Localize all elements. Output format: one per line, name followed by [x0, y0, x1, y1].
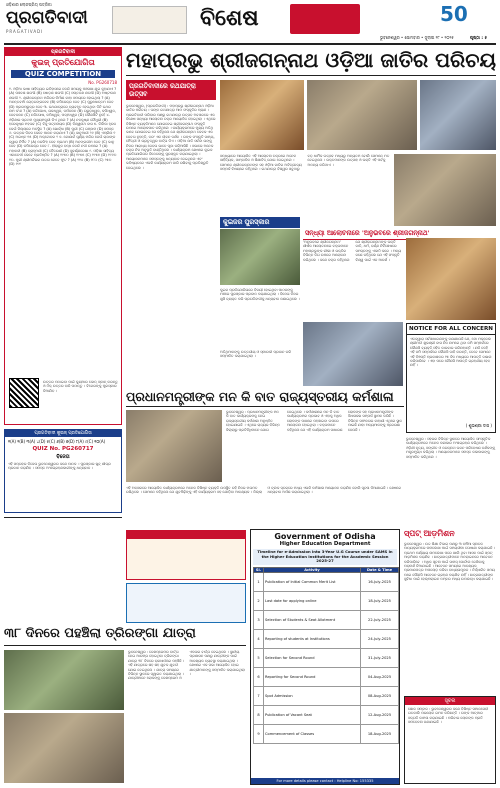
notice-title: NOTICE FOR ALL CONCERN: [407, 324, 495, 335]
photo-tiranga-group: [4, 713, 124, 783]
pm-rule: [126, 406, 404, 407]
govt-ad-col-sl: Sl.: [254, 567, 264, 572]
quiz-title-odia: କୁଇଜ୍ ପ୍ରତିଯୋଗିତା: [31, 58, 95, 67]
govt-ad-footer: For more details please contact : Helpline No: 155335: [251, 778, 399, 784]
tiranga-rule: [4, 645, 246, 646]
date-line: ଭୁବନେଶ୍ୱର • ସୋମବାର • ଜୁଲାଇ ୨୮ • ୨୦୨୫: [380, 35, 454, 40]
cell-sl: 4: [254, 629, 264, 648]
pm-headline: ପ୍ରଧାନମନ୍ତ୍ରୀଙ୍କ ମନ କି ବାତ ରାଜ୍ୟସ୍ତରୀୟ କର୍ମଶାଳା: [126, 389, 394, 404]
cell-sl: 7: [254, 686, 264, 705]
cell-date: 24-July-2025: [361, 629, 399, 648]
photo-discussion-panel: [406, 238, 496, 320]
cell-activity: Selection for Second Round: [264, 648, 361, 667]
cell-date: 18-Aug-2025: [361, 724, 399, 743]
notice-box: [406, 323, 496, 433]
cell-activity: Selection of Students & Seat Allotment: [264, 610, 361, 629]
cell-sl: 6: [254, 667, 264, 686]
table-row: [254, 629, 399, 648]
table-row: [254, 705, 399, 724]
cell-date: 18-July-2025: [361, 591, 399, 610]
masthead-small-line: ଓଡ଼ିଶାର ଲୋକପ୍ରିୟ ପତ୍ରିକା: [6, 2, 52, 7]
photo-pm-workshop: [126, 410, 222, 482]
table-row: [254, 724, 399, 743]
cell-activity: Spot Admission: [264, 686, 361, 705]
table-row: [254, 572, 399, 591]
cell-sl: 8: [254, 705, 264, 724]
logo-subtitle: PRAGATIVADI: [6, 29, 44, 34]
notice-text: ଏତଦ୍ୱାରା ସର୍ବସାଧାରଣଙ୍କୁ ଜଣାଯାଉଛି ଯେ, ମୋ ମକ୍କେଲ ଶ୍ରୀମତୀ ଶୁଭଶ୍ରୀ ଦାସ ନିଜ ନାମରେ ଥିବା ଜମି ସମ୍ପର୍କରେ କୌଣସି ବ୍ୟକ୍ତି ସହିତ କାରବାର କରିନାହାନ୍ତି । ଯଦି କେହି ଏହି ଜମି ସମ୍ପର୍କରେ କୌଣସି ଦାବି କରନ୍ତି, ତେବେ ସେମାନେ ଏହି ବିଜ୍ଞପ୍ତି ପ୍ରକାଶନର ୧୫ ଦିନ ମଧ୍ୟରେ ଆପତ୍ତି ଦାଖଲ କରିପାରିବେ । ଏହା ପରେ କୌଣସି ଆପତ୍ତି ଗ୍ରହଣୀୟ ହେବ ନାହିଁ ।: [410, 337, 492, 368]
govt-ad-col-activity: Activity: [264, 567, 361, 572]
tiranga-text: ଭୁବନେଶ୍ୱର : ଦେଶପ୍ରେମର ବାର୍ତ୍ତା ନେଇ ଆରମ୍ଭ ହୋଇଥିବା ତ୍ରିରଙ୍ଗା ଯାତ୍ରା ୩୮ ଦିନରେ ରାଜଧାନୀରେ ପହଞ୍ଚିଛି । ଏହି ଯାତ୍ରାରେ ଶହ ଶହ ଯୁବକ ଯୁବତୀ ଯୋଗ ଦେଇଥିଲେ । ଯାତ୍ରା ସମୟରେ ବିଭିନ୍ନ ସ୍ଥାନରେ ସ୍ୱାଗତ କରାଯାଇଥିଲା । ଯାତ୍ରୀମାନେ ଲୋକଙ୍କୁ ଦେଶପ୍ରେମ ଓ ଏକତାର ବାର୍ତ୍ତା ଦେଇଥିଲେ । ସ୍ଥାନୀୟ ପ୍ରଶାସନ ପକ୍ଷରୁ ଯାତ୍ରୀଙ୍କ ପାଇଁ ଆବଶ୍ୟକ ବ୍ୟବସ୍ଥା କରାଯାଇଥିଲା । ଶେଷରେ ଏକ ସଭା ଆୟୋଜିତ ହୋଇ ଯାତ୍ରୀମାନଙ୍କୁ ସମ୍ମାନିତ କରାଯାଇଥିଲା ।: [128, 650, 245, 681]
photo-guests-top-right: [420, 80, 496, 150]
tiranga-top-rule: [4, 517, 122, 518]
quiz-winner-label: ବିଜେତା: [56, 454, 70, 460]
masthead-rule: [4, 43, 496, 45]
quiz-panel: [4, 47, 122, 425]
table-row: [254, 686, 399, 705]
quiz-title-en: QUIZ COMPETITION: [11, 70, 115, 78]
quiz-questions: ୧. ଓଡ଼ିଆ ଭାଷା ସାହିତ୍ୟର ଇତିହାସରେ କେଉଁ ସମୟକୁ ପଞ୍ଚସଖା ଯୁଗ କୁହାଯାଏ ? (A) ପଞ୍ଚଦଶ ଶତାବ୍ଦୀ (B) ଷୋଡ଼ଶ ଶତାବ୍ଦୀ (C) ସପ୍ତଦଶ ଶତାବ୍ଦୀ (D) ଅଷ୍ଟାଦଶ ଶତାବ୍ଦୀ ୨. ଶ୍ରୀଜଗନ୍ନାଥ ମନ୍ଦିରର ନିର୍ମାଣ କାହା ସମୟରେ ହୋଇଥିଲା ? (A) ଅନନ୍ତବର୍ମା ଚୋଡ଼ଗଙ୍ଗଦେବ (B) କପିଳେନ୍ଦ୍ର ଦେବ (C) ପୁରୁଷୋତ୍ତମ ଦେବ (D) ପ୍ରତାପରୁଦ୍ର ଦେବ ୩. ରଥଯାତ୍ରାରେ ବ୍ୟବହୃତ ହେଉଥିବା ତିନି ରଥର ନାମ କ'ଣ ? (A) ନନ୍ଦିଘୋଷ, ତାଳଧ୍ୱଜ, ଦର୍ପଦଳନ (B) ଗରୁଡ଼ଧ୍ୱଜ, କପିଧ୍ୱଜ, ଦେବଦଳନ (C) ନନ୍ଦିଘୋଷ, କପିଧ୍ୱଜ, ପଦ୍ମଧ୍ୱଜ (D) କୌଣସିଟି ନୁହେଁ ୪. ଓଡ଼ିଶାର ପ୍ରଥମ ମୁଖ୍ୟମନ୍ତ୍ରୀ କିଏ ଥିଲେ ? (A) ନବକୃଷ୍ଣ ଚୌଧୁରୀ (B) ହରେକୃଷ୍ଣ ମହତାବ (C) ବିଜୁ ପଟ୍ଟନାୟକ (D) ବିଶ୍ୱନାଥ ଦାସ ୫. ଚିଲିକା ହ୍ରଦ କେଉଁ ଜିଲ୍ଲାରେ ଅବସ୍ଥିତ ? (A) ଖୋର୍ଦ୍ଧା (B) ପୁରୀ (C) ଗଞ୍ଜାମ (D) ସମସ୍ତ ୬. ଉତ୍କଳ ଦିବସ କେବେ ପାଳନ କରାଯାଏ ? (A) ଜାନୁଆରୀ ୨୬ (B) ଏପ୍ରିଲ ୧ (C) ଅଗଷ୍ଟ ୧୫ (D) ଅକ୍ଟୋବର ୨ ୭. କୋଣାର୍କ ସୂର୍ଯ୍ୟ ମନ୍ଦିର କେଉଁ ରାଜାଙ୍କ ଦ୍ୱାରା ନିର୍ମିତ ? (A) ନରସିଂହ ଦେବ ପ୍ରଥମ (B) ଅନଙ୍ଗଭୀମ ଦେବ (C) ଭାନୁ ଦେବ (D) କପିଳେନ୍ଦ୍ର ଦେବ ୮. ହୀରାକୁଦ ବନ୍ଧ କେଉଁ ନଦୀ ଉପରେ ? (A) ମହାନଦୀ (B) ବ୍ରାହ୍ମଣୀ (C) ବୈତରଣୀ (D) ସୁବର୍ଣ୍ଣରେଖା ୯. ଓଡ଼ିଶା ସାହିତ୍ୟ ଏକାଡେମୀ କେବେ ପ୍ରତିଷ୍ଠିତ ? (A) ୧୯୫୦ (B) ୧୯୫୫ (C) ୧୯୫୭ (D) ୧୯୬୦ ୧୦. ପୁରୀ ଶ୍ରୀମନ୍ଦିରର ଉଚ୍ଚତା କେତେ ଫୁଟ ? (A) ୨୧୪ (B) ୧୮୦ (C) ୨୫୦ (D) ୧୯୯: [9, 87, 117, 166]
cell-date: 22-July-2025: [361, 610, 399, 629]
quiz-answer-number: QUIZ No. PG260717: [32, 446, 94, 452]
cell-activity: Publication of Initial Common Merit List: [264, 572, 361, 591]
quiz-qr-note: ଉତ୍ତର ପଠାଇବା ପାଇଁ କ୍ୟୁଆର କୋଡ୍ ସ୍କାନ୍ କରନ୍ତୁ ଓ ଠିକ୍ ଉତ୍ତର ବାଛି ପଠାନ୍ତୁ । ବିଜେତାଙ୍କୁ ପୁରସ୍କାର ଦିଆଯିବ ।: [43, 380, 118, 393]
cell-activity: Last date for applying online: [264, 591, 361, 610]
govt-ad-title: Government of Odisha: [274, 532, 376, 541]
felicitation-text: ଅତିଥିମାନଙ୍କୁ ଉତ୍ତରୀୟ ଓ ସ୍ମାରକୀ ପ୍ରଦାନ କରି ସମ୍ମାନିତ କରାଯାଇଥିଲା ।: [220, 350, 292, 359]
headline-rule: [126, 75, 496, 76]
cell-date: 04-Aug-2025: [361, 667, 399, 686]
tiranga-headline: ୩୮ ଦିନରେ ପହଞ୍ଚିଲା ତ୍ରିରଙ୍ଗା ଯାତ୍ରା: [4, 626, 196, 641]
masthead: [0, 0, 500, 44]
cell-date: 12-Aug-2025: [361, 705, 399, 724]
table-row: [254, 610, 399, 629]
logo-text: ପ୍ରଗତିବାଦୀ: [6, 8, 88, 28]
quiz-answer-key: ୧(A) ୨(B) ୩(A) ୪(D) ୫(C) ୬(B) ୭(D) ୮(A) ୯(C) ୧୦(A): [8, 439, 106, 444]
prize-text: କୁଇଜ ପ୍ରତିଯୋଗିତାରେ ବିଜୟୀ ହୋଇଥିବା ପାଠକଙ୍କୁ ମଞ୍ଚରେ ପୁରସ୍କାର ପ୍ରଦାନ କରାଯାଇଥିଲା । ବିଜେତା ନିଜର ଖୁସି ବ୍ୟକ୍ତ କରି ପ୍ରଗତିବାଦୀକୁ ଧନ୍ୟବାଦ ଜଣାଇଥିଲେ ।: [220, 288, 300, 301]
photo-felicitation: [303, 322, 403, 386]
info-box: [404, 696, 496, 784]
govt-ad-table: [253, 567, 399, 744]
cell-sl: 3: [254, 610, 264, 629]
photo-audience: [307, 80, 417, 150]
right-column-text: ଭୁବନେଶ୍ୱର : ସହରର ବିଭିନ୍ନ ସ୍ଥାନରେ ଆୟୋଜିତ ସାଂସ୍କୃତିକ କାର୍ଯ୍ୟକ୍ରମରେ ଅନେକ କଳାକାର ଅଂଶଗ୍ରହଣ କରିଥିଲେ । ଓଡ଼ିଶୀ ନୃତ୍ୟ, ସଙ୍ଗୀତ ଓ ଜଗନ୍ନାଥ ଭଜନ ପରିବେଷଣ ଦର୍ଶକଙ୍କୁ ମନ୍ତ୍ରମୁଗ୍ଧ କରିଥିଲା । ଆୟୋଜକମାନେ ସମସ୍ତ କଳାକାରଙ୍କୁ ସମ୍ମାନିତ କରିଥିଲେ ।: [406, 437, 496, 459]
pm-story-text: ଭୁବନେଶ୍ୱର : ପ୍ରଧାନମନ୍ତ୍ରୀଙ୍କ ମନ କି ବାତ କାର୍ଯ୍ୟକ୍ରମକୁ ନେଇ ରାଜ୍ୟସ୍ତରୀୟ କର୍ମଶାଳା ଅନୁଷ୍ଠିତ ହୋଇଯାଇଛି । ଏଥିରେ ରାଜ୍ୟର ବିଭିନ୍ନ ଜିଲ୍ଲାରୁ ପ୍ରତିନିଧିମାନେ ଯୋଗ ଦେଇଥିଲେ । କର୍ମଶାଳାରେ ମନ କି ବାତ କାର୍ଯ୍ୟକ୍ରମର ପ୍ରଭାବ ଓ ଏହାକୁ ଅଧିକ ଲୋକଙ୍କ ପାଖରେ ପହଞ୍ଚାଇବା ଉପରେ ଆଲୋଚନା ହୋଇଥିଲା । ବକ୍ତାମାନେ କହିଥିଲେ ଯେ ଏହି କାର୍ଯ୍ୟକ୍ରମ ସାଧାରଣ ଲୋକଙ୍କ ସହ ପ୍ରଧାନମନ୍ତ୍ରୀଙ୍କ ସିଧାସଳଖ ସମ୍ପର୍କ ସ୍ଥାପନ କରିଛି । ବିଭିନ୍ନ ସଫଳତାର କାହାଣୀ ଏଥିରେ ସ୍ଥାନ ପାଇଛି ଯାହା ଅନ୍ୟମାନଙ୍କୁ ପ୍ରେରଣା ଦେଉଛି ।: [226, 410, 402, 432]
table-row: [254, 667, 399, 686]
pm-story-text-lower: ଏହି ଅବସରରେ ଆୟୋଜିତ କାର୍ଯ୍ୟକ୍ରମରେ ଅନେକ ବିଶିଷ୍ଟ ବ୍ୟକ୍ତି ଉପସ୍ଥିତ ରହି ନିଜର ମତାମତ ରଖିଥିଲେ । ସେମାନେ କହିଥିଲେ ଯେ ଯୁବପିଢ଼ିଙ୍କୁ ଏହି କାର୍ଯ୍ୟକ୍ରମ ସହ ଯୋଡ଼ିବା ଆବଶ୍ୟକ । ଜିଲ୍ଲା ଓ ବ୍ଲକ ସ୍ତରରେ ମଧ୍ୟ ଏଭଳି କର୍ମଶାଳା ଆୟୋଜନ କରାଯିବ ବୋଲି ସୂଚନା ଦିଆଯାଇଛି । ଶେଷରେ ଧନ୍ୟବାଦ ଅର୍ପଣ କରାଯାଇଥିଲା ।: [126, 486, 402, 495]
main-story-text-col2: ସନ୍ଧ୍ୟାରେ ଆୟୋଜିତ ଏହି ଆଲୋଚନା ଚକ୍ରରେ ଅନେକ ସାହିତ୍ୟିକ, ସାମ୍ବାଦିକ ଓ ଶିକ୍ଷାବିତ୍ ଯୋଗ ଦେଇଥିଲେ । ସେମାନେ ଶ୍ରୀଜଗନ୍ନାଥଙ୍କ ସହ ଓଡ଼ିଆ ଜାତିର ଅବିଚ୍ଛେଦ୍ୟ ସମ୍ପର୍କ ବିଷୟରେ କହିଥିଲେ । ରଥଯାତ୍ରା ବିଶ୍ୱର ସବୁଠାରୁ ବଡ଼ ଧାର୍ମିକ ଉତ୍ସବ ମଧ୍ୟରୁ ଅନ୍ୟତମ ବୋଲି ସେମାନେ ମତ ଦେଇଥିଲେ । ଭକ୍ତମାନଙ୍କ ଉତ୍ସାହ ଓ ଭକ୍ତି ଏହି ପର୍ବକୁ ଅନନ୍ୟ କରିଥାଏ ।: [220, 154, 390, 172]
photo-prize-winner: [220, 229, 300, 285]
govt-ad: [250, 529, 400, 785]
cell-sl: 9: [254, 724, 264, 743]
small-ad-header: [127, 531, 245, 539]
info-box-text: ଶୋକ ସମ୍ବାଦ : ଭୁବନେଶ୍ୱରର ଜଣେ ବିଶିଷ୍ଟ ସମାଜସେବୀ ଗତକାଲି ପରଲୋକ ଗମନ କରିଛନ୍ତି । ତାଙ୍କ ଆତ୍ମାର ସଦ୍ଗତି କାମନା କରାଯାଇଛି । ପରିବାର ଲୋକଙ୍କ ପ୍ରତି ସମବେଦନା ଜଣାଯାଇଛି ।: [408, 707, 489, 725]
page-label: ପୃଷ୍ଠା : ୫: [470, 35, 488, 40]
quiz-winner-text: ଏହି ସପ୍ତାହର ବିଜେତା ଭୁବନେଶ୍ୱରର ଜଣେ ପାଠକ । ପୁରସ୍କାର ଖୁବ୍ ଶୀଘ୍ର ପ୍ରଦାନ କରାଯିବ । ସମସ୍ତ ଅଂଶଗ୍ରହଣକାରୀଙ୍କୁ ଧନ୍ୟବାଦ ।: [8, 462, 111, 471]
cell-sl: 5: [254, 648, 264, 667]
info-box-title: ସୂଚନା: [405, 697, 495, 705]
main-headline: ମହାପ୍ରଭୁ ଶ୍ରୀଜଗନ୍ନାଥ ଓଡ଼ିଆ ଜାତିର ପରିଚୟ: [126, 48, 496, 72]
photo-event-stage: [220, 80, 304, 150]
discussion-text: 'ଅନୁଭବରେ ଶ୍ରୀଜଗନ୍ନାଥ' ଶୀର୍ଷକ ଆଲୋଚନାରେ ବକ୍ତାମାନେ ମହାପ୍ରଭୁଙ୍କ ଲୀଳା ଓ ଭକ୍ତିର ବିଭିନ୍ନ ଦିଗ ଉପରେ ଆଲୋଚନା କରିଥିଲେ । ଜଣେ ବକ୍ତା କହିଥିଲେ ଯେ ଶ୍ରୀଜଗନ୍ନାଥଙ୍କ ଭକ୍ତି ଜାତି, ଧର୍ମ, ବର୍ଣ୍ଣ ନିର୍ବିଶେଷରେ ସମସ୍ତଙ୍କୁ ଏକାଠି କରେ । ଅନ୍ୟ ଜଣେ କହିଥିଲେ ଯେ ଏହି ସଂସ୍କୃତି ବିଶ୍ୱ ପାଇଁ ଏକ ଆଦର୍ଶ ।: [303, 240, 402, 262]
spot-admission-title: ସ୍ପଟ୍ ଆଡ଼ମିଶନ: [404, 529, 455, 538]
govt-ad-subtitle: Timeline for e-Admission into 3-Year U.G Course under SAMS in the Higher Education Institutions for the Academic Session 2025-27: [253, 549, 397, 565]
small-ad-strip: [126, 530, 246, 580]
sub-label-quiz-prize: କୁଇଜର ପୁରସ୍କାର: [220, 217, 300, 228]
cell-date: 08-Aug-2025: [361, 686, 399, 705]
photo-group-right: [394, 154, 496, 226]
cell-date: 16-July-2025: [361, 572, 399, 591]
anniversary-logo: [440, 2, 492, 32]
main-story-tag: ପ୍ରଗତିବାଦୀରେ ରଥଯାତ୍ରା ଉତ୍ସବ: [126, 80, 216, 100]
small-ad-strip-2: [126, 583, 246, 623]
cell-activity: Publication of Vacant Seat: [264, 705, 361, 724]
anniversary-number: 50: [440, 2, 468, 26]
govt-ad-dept: Higher Education Department: [279, 541, 371, 547]
govt-ad-col-date: Date & Time: [361, 567, 399, 572]
cell-activity: Commencement of Classes: [264, 724, 361, 743]
spot-admission-text: ଭୁବନେଶ୍ୱର : ଉଚ୍ଚ ଶିକ୍ଷା ବିଭାଗ ପକ୍ଷରୁ ୩ ବର୍ଷିଆ ସ୍ନାତକ ପାଠ୍ୟକ୍ରମରେ ନାମଲେଖା ପାଇଁ ସମୟସୀମା ଘୋଷଣା କରାଯାଇଛି । ପ୍ରଥମ ପର୍ଯ୍ୟାୟ ନାମଲେଖା ପରେ ଖାଲି ଥିବା ଆସନ ପାଇଁ ସ୍ପଟ୍ ଆଡ଼ମିଶନ କରାଯିବ । ଛାତ୍ରଛାତ୍ରୀମାନେ ଅନଲାଇନରେ ଆବେଦନ କରିପାରିବେ । ଅଧିକ ସୂଚନା ପାଇଁ ସାମସ୍ ପୋର୍ଟାଲ ଦେଖିବାକୁ ପରାମର୍ଶ ଦିଆଯାଇଛି । ଆବେଦନ ସମୟରେ ଆବଶ୍ୟକ ପ୍ରମାଣପତ୍ର ଅପଲୋଡ଼ କରିବା ବାଧ୍ୟତାମୂଳକ । ନିର୍ଦ୍ଧାରିତ ସମୟ ପରେ କୌଣସି ଆବେଦନ ଗ୍ରହଣ କରାଯିବ ନାହିଁ । ଛାତ୍ରଛାତ୍ରୀଙ୍କ ସୁବିଧା ପାଇଁ ହେଲ୍ପଲାଇନ ନମ୍ବର ମଧ୍ୟ ଉପଲବ୍ଧ କରାଯାଇଛି ।: [404, 542, 496, 582]
notice-sign: ( ଶୁଭଶ୍ରୀ ଦାସ ): [465, 423, 492, 428]
quiz-number: No. PG260718: [88, 80, 117, 85]
masthead-ad-block: [112, 6, 187, 34]
main-story-text-col1: ଭୁବନେଶ୍ୱର, (ପ୍ରଗତିବାଦୀ) : ମହାପ୍ରଭୁ ଶ୍ରୀଜଗନ୍ନାଥ ଓଡ଼ିଆ ଜାତିର ପରିଚୟ । ତାଙ୍କ ରଥଯାତ୍ରା ଆମ ସଂସ୍କୃତିର ପ୍ରାଣ । ପ୍ରଗତିବାଦୀ ପରିବାର ପକ୍ଷରୁ ରଥଯାତ୍ରା ଉତ୍ସବ ଅବସରରେ ଏକ ବିଶେଷ ସନ୍ଧ୍ୟା ଆଲୋଚନା ଚକ୍ର ଆୟୋଜିତ ହୋଇଥିଲା । ଏଥିରେ ବିଶିଷ୍ଟ ବ୍ୟକ୍ତିମାନେ ଯୋଗଦେଇ ଶ୍ରୀଜଗନ୍ନାଥ ସଂସ୍କୃତି ଉପରେ ଆଲୋକପାତ କରିଥିଲେ । କାର୍ଯ୍ୟକ୍ରମରେ ମୁଖ୍ୟ ଅତିଥି ଭାବେ ଯୋଗଦେଇ ସେ କହିଥିଲେ ଯେ ଶ୍ରୀଜଗନ୍ନାଥ କେବଳ ଏକ ଦେବତା ନୁହନ୍ତି, ବରଂ ଏକ ଜୀବନ ଦର୍ଶନ । ତାଙ୍କ ସଂସ୍କୃତି ସାମ୍ୟ, ମୈତ୍ରୀ ଓ ଭ୍ରାତୃତ୍ୱର ବାର୍ତ୍ତା ଦିଏ । ଓଡ଼ିଆ ଜାତି ସର୍ବଦା ତାଙ୍କୁ ନିଜର ଆରାଧ୍ୟ ଦେବତା ଭାବେ ପୂଜା କରିଆସିଛି । ସଭାରେ ଅନେକ ବକ୍ତା ନିଜ ଅନୁଭୂତି ବାଣ୍ଟିଥିଲେ । କାର୍ଯ୍ୟକ୍ରମ ଶେଷରେ କୁଇଜ ପ୍ରତିଯୋଗିତାର ବିଜେତାଙ୍କୁ ପୁରସ୍କୃତ କରାଯାଇଥିଲା । ଆୟୋଜକମାନେ ସମସ୍ତଙ୍କୁ ଧନ୍ୟବାଦ ଦେଇଥିଲେ ଏବଂ ଭବିଷ୍ୟତରେ ଏଭଳି କାର୍ଯ୍ୟକ୍ରମ ଜାରି ରଖିବାକୁ ପ୍ରତିଶ୍ରୁତି ଦେଇଥିଲେ ।: [126, 104, 216, 170]
photo-tiranga-rally: [4, 650, 124, 710]
masthead-promo: [290, 4, 360, 34]
quiz-answer-header: ପ୍ରଗତିବାଦୀ କୁଇଜ୍ ପ୍ରତିଯୋଗିତା: [5, 430, 121, 437]
cell-sl: 1: [254, 572, 264, 591]
cell-sl: 2: [254, 591, 264, 610]
cell-activity: Reporting of students at Institutions: [264, 629, 361, 648]
quiz-qr-code[interactable]: [9, 378, 39, 408]
sub-label-discussion: ସନ୍ଧ୍ୟା ଆଲୋଚନାରେ 'ଅନୁଭବରେ ଶ୍ରୀଜଗନ୍ନାଥ': [303, 228, 496, 240]
cell-activity: Reporting for Second Round: [264, 667, 361, 686]
cell-date: 31-July-2025: [361, 648, 399, 667]
section-title: ବିଶେଷ: [200, 5, 259, 31]
logo: [6, 7, 102, 33]
quiz-answer-box: [4, 429, 122, 513]
table-row: [254, 591, 399, 610]
quiz-header: ପ୍ରଗତିବାଦୀ: [5, 48, 121, 56]
table-row: [254, 648, 399, 667]
